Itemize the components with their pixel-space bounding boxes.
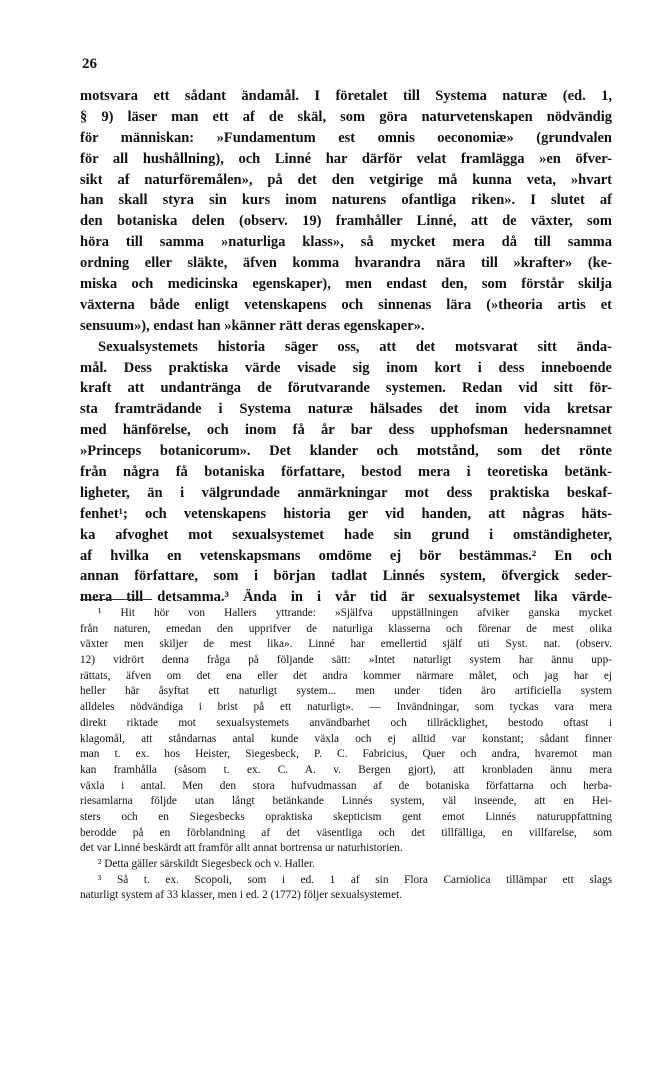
body-line: annan författare, som i början tadlat Linnés system, öfvergick seder-	[80, 568, 612, 585]
footnote-line: växter men skiljer de mest lika». Linné har emellertid själf uti Syst. nat. (observ.	[80, 638, 612, 651]
body-line: Sexualsystemets historia säger oss, att det motsvarat sitt ända-	[98, 338, 612, 355]
body-line: växterna både enligt vetenskapens och sinnenas lära (»theoria artis et	[80, 296, 612, 313]
body-line: sikt af naturföremålen», på det den vetgirige må kunna veta, »hvart	[80, 171, 612, 188]
body-line: af hvilka en vetenskapsmans omdöme ej bör bestämmas.² En och	[80, 547, 612, 564]
footnote-line: det var Linné beskärdt att framför allt annat bortrensa ur naturhistorien.	[80, 842, 403, 855]
footnote-line: man t. ex. hos Heister, Siegesbeck, P. C. Fabricius, Quer och andra, hvaremot man	[80, 748, 612, 761]
main-text	[80, 86, 612, 608]
body-line: sta framträdande i Systema naturæ hälsades det inom vida kretsar	[80, 401, 612, 418]
body-line: från några få botaniska författare, bestod mera i teoretiska betänk-	[80, 464, 612, 481]
body-line: ordning eller släkte, äfven komma hvarandra nära till »krafter» (ke-	[80, 255, 612, 272]
body-line: kraft att undantränga de förutvarande systemen. Redan vid sitt för-	[80, 380, 612, 397]
footnote-line: sters och en Siegesbecks opraktiska skepticism gent emot Linnés naturuppfattning	[80, 810, 612, 823]
footnotes	[80, 606, 612, 904]
body-line: § 9) läser man ett af de skäl, som göra naturvetenskapen nödvändig	[80, 108, 612, 125]
body-line: med hänförelse, och inom få år bar dess upphofsman hedersnamnet	[80, 422, 612, 439]
body-line: fenhet¹; och vetenskapens historia ger vid handen, att någras häts-	[80, 505, 612, 522]
footnote-line: ³ Så t. ex. Scopoli, som i ed. 1 af sin Flora Carniolica tillämpar ett slags	[98, 873, 612, 886]
page-number: 26	[82, 56, 97, 72]
body-line: mål. Dess praktiska värde visade sig inom kort i dess inneboende	[80, 359, 612, 376]
footnote-line: direkt riktade mot sexualsystemets användbarhet och tillräcklighet, bestodo oftast i	[80, 716, 612, 729]
footnote-line: riesamlarna följde utan långt betänkande Linnés system, väl inseende, att en Hei-	[80, 795, 612, 808]
body-line: »Princeps botanicorum». Det klander och motstånd, som det rönte	[80, 443, 612, 460]
footnote-line: berodde på en förblandning af det väsentliga och det tillfälliga, en villfarelse, som	[80, 826, 612, 839]
body-line: miska och medicinska egenskaper), men endast den, som förstår skilja	[80, 276, 612, 293]
body-line: för all hushållning), och Linné har därför velat framlägga »en öfver-	[80, 150, 612, 167]
footnote-line: heller här åsyftat ett naturligt system... men under tiden äro artificiella system	[80, 685, 612, 698]
body-line: sensuum»), endast han »känner rätt deras egenskaper».	[80, 317, 425, 334]
footnote-line: kan framhålla (såsom t. ex. C. A. v. Bergen gjort), att kronbladen ännu mera	[80, 763, 612, 776]
footnote-line: ² Detta gäller särskildt Siegesbeck och v. Haller.	[98, 858, 315, 870]
body-line: ka afvoghet mot sexualsystemet hade sin grund i omständigheter,	[80, 526, 612, 543]
body-line: för människan: »Fundamentum est omnis oeconomiæ» (grundvalen	[80, 129, 612, 146]
footnote-line: rättats, äfven om det ena eller det andra kommer närmare målet, och jag har ej	[80, 669, 612, 682]
footnote-line: ¹ Hit hör von Hallers yttrande: »Själfva uppställningen afviker ganska mycket	[98, 607, 612, 619]
body-line: den botaniska delen (observ. 19) framhåller Linné, att de växter, som	[80, 213, 612, 230]
body-line: mera till detsamma.³ Ända in i vår tid är sexualsystemet lika värde-	[80, 589, 612, 606]
footnote-line: växla i antal. Men den stora hufvudmassan af de botaniska författarna och herba-	[80, 779, 612, 792]
footnote-line: klagomål, att ståndarnas antal kunde växla och ej alltid var konstant; sådant finner	[80, 732, 612, 745]
footnote-line: 12) vidrört denna fråga på följande sätt: »Intet naturligt system har ännu upp-	[80, 654, 612, 667]
footnote-separator	[80, 599, 152, 600]
footnote-line: naturligt system af 33 klasser, men i ed. 2 (1772) följer sexualsystemet.	[80, 889, 403, 902]
body-line: han skall styra sin kurs inom naturens ofantliga riken». I slutet af	[80, 192, 612, 209]
body-line: höra till samma »naturliga klass», så mycket mera då till samma	[80, 234, 612, 251]
footnote-line: från naturen, emedan den upprifver de naturliga klasserna och förenar de mest olika	[80, 622, 612, 635]
body-line: motsvara ett sådant ändamål. I företalet till Systema naturæ (ed. 1,	[80, 88, 612, 104]
footnote-line: alldeles nödvändiga i brist på ett naturligt». — Invändningar, som tyckas vara mera	[80, 701, 612, 714]
body-line: ligheter, än i välgrundade anmärkningar mot dess praktiska beskaf-	[80, 484, 612, 501]
